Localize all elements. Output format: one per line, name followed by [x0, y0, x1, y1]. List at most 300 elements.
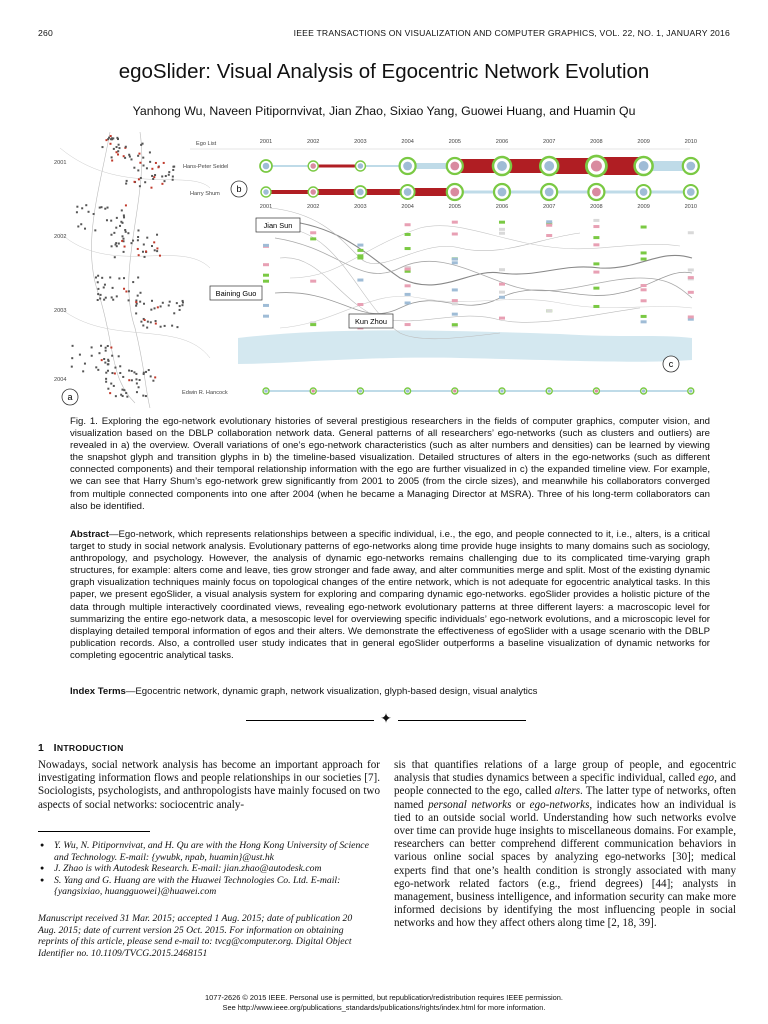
overview-dot: [97, 288, 99, 290]
copyright-line: 1077-2626 © 2015 IEEE. Personal use is permitted, but republication/redistribution requires IEEE permission.: [205, 993, 563, 1002]
overview-dot: [179, 305, 181, 307]
overview-dot: [146, 167, 148, 169]
overview-dot: [125, 231, 127, 233]
overview-dot: [135, 373, 137, 375]
overview-dot: [116, 295, 118, 297]
overview-dot: [112, 287, 114, 289]
overview-dot: [139, 162, 141, 164]
timeline-year-label: 2005: [448, 139, 462, 145]
overview-dot: [129, 156, 131, 158]
alter-bar: [688, 231, 694, 234]
alter-bar: [641, 251, 647, 254]
panel-a-label: a: [67, 392, 73, 402]
overview-dot: [121, 209, 123, 211]
abstract-label: Abstract: [70, 529, 109, 540]
overview-dot: [107, 345, 109, 347]
transition-glyph: [266, 390, 313, 392]
ego-name: Harry Shum: [190, 191, 220, 197]
overview-dot: [155, 162, 157, 164]
overview-dot: [128, 299, 130, 301]
overview-dot: [118, 355, 120, 357]
overview-dot: [79, 354, 81, 356]
overview-dot: [160, 326, 162, 328]
alter-label: Kun Zhou: [354, 317, 388, 326]
alter-bar: [641, 288, 647, 291]
overview-dot: [169, 301, 171, 303]
overview-dot: [105, 378, 107, 380]
overview-dot: [97, 299, 99, 301]
overview-dot: [114, 256, 116, 258]
timeline-year-label: 2010: [684, 204, 698, 210]
overview-dot: [168, 171, 170, 173]
overview-dot: [173, 166, 175, 168]
alter-bar: [263, 315, 269, 318]
alter-bar: [546, 220, 552, 223]
transition-glyph: [644, 390, 691, 392]
timeline-year-label: 2003: [354, 204, 367, 210]
overview-dot: [117, 153, 119, 155]
overview-dot: [135, 305, 137, 307]
expanded-panel: [182, 208, 694, 396]
alter-bar: [499, 221, 505, 224]
alter-bar: [310, 280, 316, 283]
snapshot-glyph-core: [403, 162, 412, 171]
overview-dot: [181, 304, 183, 306]
overview-dot: [91, 346, 93, 348]
teaser-figure: [40, 128, 730, 410]
overview-dot: [165, 175, 167, 177]
overview-dot: [107, 370, 109, 372]
overview-dot: [119, 225, 121, 227]
overview-dot: [157, 166, 159, 168]
footnote-item: ● Y. Wu, N. Pitipornvivat, and H. Qu are with the Hong Kong University of Science and Technology. E-mail: {ywubk, npab, huamin}@ust.hk: [38, 840, 378, 863]
timeline-year-label: 2004: [401, 204, 414, 210]
overview-dot: [99, 207, 101, 209]
alter-bar: [452, 288, 458, 291]
overview-dot: [128, 370, 130, 372]
overview-dot: [150, 375, 152, 377]
snapshot-glyph-core: [358, 163, 364, 169]
snapshot-glyph-core: [642, 389, 645, 392]
alter-bar: [688, 276, 694, 279]
timeline-year-label: 2007: [542, 204, 556, 210]
timeline-year-label: 2003: [354, 139, 367, 145]
overview-dot: [153, 176, 155, 178]
alter-bar: [263, 304, 269, 307]
overview-dot: [91, 355, 93, 357]
alter-bar: [641, 258, 647, 261]
overview-dot: [117, 150, 119, 152]
overview-dot: [97, 275, 99, 277]
overview-dot: [172, 169, 174, 171]
overview-dot: [137, 295, 139, 297]
snapshot-glyph-core: [406, 389, 409, 392]
overview-dot: [146, 327, 148, 329]
alter-bar: [357, 279, 363, 282]
overview-dot: [140, 321, 142, 323]
overview-dot: [144, 256, 146, 258]
overview-dot: [138, 178, 140, 180]
overview-dot: [148, 369, 150, 371]
overview-dot: [109, 143, 111, 145]
alter-bar: [405, 293, 411, 296]
overview-dot: [176, 326, 178, 328]
overview-dot: [100, 345, 102, 347]
overview-dot: [123, 389, 125, 391]
overview-dot: [82, 370, 84, 372]
alter-bar: [499, 232, 505, 235]
overview-dot: [109, 392, 111, 394]
figure-caption: Fig. 1. Exploring the ego-network evolutionary histories of several prestigious researchers in the fields of computer graphics, computer vision, and visualization based on the DBLP collaboration network data. General patterns of all researchers’ ego-networks (such as clusters and outliers) are revealed in a) the overview. Overall variations of one’s ego-network characteristics (such as alter numbers and densities) can be learned by viewing the snapshot glyph and transition glyphs in b) the timeline-based visualization. Detailed structures of alters in the ego-networks (such as different connected components) and their temporal relationship information with the ego are further visualized in c) the expanded timeline view. For example, we can see that Harry Shum’s ego-network grew significantly from 2001 to 2005 (from the circle sizes), and meanwhile his collaborators converged from multiple connected components into one after 2004 (when he became a Managing Director at MSRA). Three of his long-term collaborators can also be identified.: [70, 416, 710, 512]
overview-dot: [110, 220, 112, 222]
snapshot-glyph-core: [686, 162, 695, 171]
overview-dot: [111, 296, 113, 298]
overview-dot: [84, 363, 86, 365]
overview-dot: [119, 372, 121, 374]
alter-bar: [452, 258, 458, 261]
panel-c-label: c: [668, 359, 674, 369]
ego-row-seidel: [260, 156, 699, 176]
alter-bar: [452, 221, 458, 224]
overview-dot: [84, 228, 86, 230]
overview-dot: [110, 138, 112, 140]
overview-dot: [135, 301, 137, 303]
overview-dot: [105, 297, 107, 299]
alter-bar: [499, 291, 505, 294]
overview-dot: [142, 395, 144, 397]
overview-dot: [151, 245, 153, 247]
alter-bar: [593, 305, 599, 308]
overview-dot: [161, 175, 163, 177]
overview-dot: [103, 358, 105, 360]
ego-name: Hans-Peter Seidel: [183, 164, 229, 170]
alter-bar: [263, 244, 269, 247]
overview-dot: [149, 151, 151, 153]
timeline-year-label: 2008: [590, 139, 603, 145]
overview-dot: [146, 237, 148, 239]
ego-list-label: Ego List: [196, 141, 217, 147]
snapshot-glyph-core: [263, 163, 270, 170]
overview-dot: [105, 347, 107, 349]
overview-dot: [149, 161, 151, 163]
overview-dot: [163, 162, 165, 164]
overview-dot: [139, 379, 141, 381]
overview-dot: [115, 395, 117, 397]
overview-dot: [145, 250, 147, 252]
overview-dot: [118, 243, 120, 245]
index-terms-label: Index Terms: [70, 686, 126, 697]
index-terms-text: —Egocentric network, dynamic graph, network visualization, glyph-based design, visual analytics: [125, 686, 538, 697]
snapshot-glyph-core: [310, 163, 316, 169]
transition-glyph: [313, 165, 360, 168]
overview-dot: [121, 240, 123, 242]
overview-dot: [114, 372, 116, 374]
alter-bar: [310, 237, 316, 240]
timeline-year-label: 2005: [448, 204, 462, 210]
author-list: Yanhong Wu, Naveen Pitipornvivat, Jian Zhao, Sixiao Yang, Guowei Huang, and Huamin Qu: [132, 104, 636, 118]
timeline-year-label: 2010: [684, 139, 698, 145]
timeline-year-label: 2009: [637, 139, 650, 145]
snapshot-glyph-core: [500, 389, 503, 392]
snapshot-glyph-core: [689, 389, 692, 392]
overview-dot: [138, 386, 140, 388]
alter-bar: [357, 303, 363, 306]
footnote-rule: [38, 831, 150, 832]
alter-bar: [263, 280, 269, 283]
overview-dot: [110, 135, 112, 137]
timeline-year-label: 2006: [495, 139, 509, 145]
abstract-text: —Ego-network, which represents relationships between a specific individual, i.e., the ego, and people connected to it, i.e., alters, is a critical target to study in social network analysis. Evolutionary patterns of ego-networks along time provide huge insights to many domains such as sociology, anthropology, and psychology. However, the analysis of dynamic ego-networks remains challenging due to its complicated time-varying graph structures, for example: alters come and leave, ties grow stronger and fade away, and alter communities merge and split. Most of the existing dynamic graph visualization techniques mainly focus on topological changes of the entire network, which is not adequate for egocentric analytical tasks. In this paper, we present egoSlider, a visual analysis system for exploring and comparing dynamic ego-networks. egoSlider provides a holistic picture of the data through multiple interactively coordinated views, revealing ego-network evolutionary patterns at three different layers: a macroscopic level for summarizing the entire ego-network data, a mesoscopic level for overviewing specific individuals’ ego-network evolutions, and a microscopic level for displaying detailed temporal information of egos and their alters. We demonstrate the effectiveness of egoSlider with a usage scenario with the DBLP publication records. Also, a controlled user study indicates that in general egoSlider outperforms a baseline visualization of dynamic networks for completing egocentric analytical tasks.: [70, 529, 710, 661]
overview-dot: [137, 277, 139, 279]
alter-bar: [405, 223, 411, 226]
timeline-year-label: 2002: [306, 139, 320, 145]
alter-bar: [593, 236, 599, 239]
alter-bar: [405, 301, 411, 304]
transition-glyph: [408, 390, 455, 392]
snapshot-glyph-core: [450, 188, 459, 197]
snapshot-glyph-core: [312, 389, 315, 392]
transition-glyph: [502, 390, 549, 392]
alter-bar: [593, 271, 599, 274]
alter-bar: [357, 244, 363, 247]
overview-dot: [140, 177, 142, 179]
alter-bar: [641, 315, 647, 318]
snapshot-glyph-core: [640, 188, 648, 196]
timeline-panel: [183, 139, 699, 210]
alter-bar: [499, 228, 505, 231]
ego-row-shum: [261, 184, 698, 200]
overview-dot: [133, 371, 135, 373]
transition-glyph: [549, 390, 596, 392]
overview-dot: [122, 376, 124, 378]
snapshot-glyph-core: [544, 161, 554, 171]
section-heading: 1 INTRODUCTION: [38, 743, 124, 754]
overview-dot: [145, 395, 147, 397]
overview-dot: [137, 248, 139, 250]
alter-bar: [452, 233, 458, 236]
snapshot-glyph-core: [264, 389, 267, 392]
alter-bar: [452, 323, 458, 326]
footnote-item: ● J. Zhao is with Autodesk Research. E-mail: jian.zhao@autodesk.com: [38, 863, 378, 875]
overview-dot: [121, 389, 123, 391]
alter-bar: [546, 309, 552, 312]
overview-year: 2001: [54, 160, 67, 166]
overview-dot: [85, 204, 87, 206]
overview-dot: [143, 243, 145, 245]
overview-dot: [101, 359, 103, 361]
overview-dot: [123, 214, 125, 216]
overview-dot: [152, 380, 154, 382]
timeline-year-label: 2002: [306, 204, 320, 210]
overview-dot: [115, 242, 117, 244]
overview-dot: [94, 229, 96, 231]
overview-dot: [162, 302, 164, 304]
transition-glyph: [266, 165, 313, 167]
overview-dot: [137, 236, 139, 238]
divider-line-right: [398, 720, 526, 721]
overview-dot: [130, 158, 132, 160]
snapshot-glyph-core: [545, 188, 554, 197]
alter-bar: [499, 296, 505, 299]
overview-dot: [97, 293, 99, 295]
overview-dot: [76, 206, 78, 208]
overview-dot: [137, 169, 139, 171]
overview-dot: [123, 251, 125, 253]
overview-dot: [176, 302, 178, 304]
overview-dot: [137, 155, 139, 157]
overview-dot: [122, 222, 124, 224]
overview-dot: [160, 305, 162, 307]
overview-dot: [100, 294, 102, 296]
alter-bar: [405, 268, 411, 271]
alter-bar: [263, 263, 269, 266]
overview-dot: [71, 357, 73, 359]
ego-name: Edwin R. Hancock: [182, 390, 228, 396]
snapshot-glyph-core: [357, 189, 364, 196]
overview-dot: [111, 372, 113, 374]
overview-dot: [125, 146, 127, 148]
overview-dot: [128, 290, 130, 292]
alter-bar: [499, 268, 505, 271]
overview-dot: [105, 372, 107, 374]
panel-b-label: b: [236, 184, 242, 194]
alter-label: Jian Sun: [263, 221, 293, 230]
timeline-year-label: 2008: [590, 204, 603, 210]
timeline-year-label: 2004: [401, 139, 414, 145]
overview-dot: [110, 234, 112, 236]
overview-dot: [131, 379, 133, 381]
overview-dot: [164, 180, 166, 182]
overview-dot: [143, 164, 145, 166]
overview-dot: [98, 352, 100, 354]
abstract: [70, 529, 710, 662]
alter-bar: [546, 224, 552, 227]
alter-bar: [405, 233, 411, 236]
transition-glyph: [313, 189, 360, 195]
overview-dot: [114, 367, 116, 369]
overview-dot: [150, 321, 152, 323]
overview-year: 2003: [54, 308, 67, 314]
alter-bar: [688, 268, 694, 271]
overview-panel: [54, 132, 210, 408]
overview-dot: [138, 254, 140, 256]
overview-dot: [182, 302, 184, 304]
overview-dot: [151, 175, 153, 177]
alter-bar: [641, 226, 647, 229]
copyright-footer: [0, 993, 768, 1013]
overview-dot: [95, 276, 97, 278]
manuscript-info: Manuscript received 31 Mar. 2015; accepted 1 Aug. 2015; date of publication 20 Aug. 2015; date of current version 25 Oct. 2015. For information on obtaining reprints of this article, please send e-mail to: tvcg@computer.org. Digital Object Identifier no. 10.1109/TVCG.2015.2468151: [38, 913, 353, 959]
overview-dot: [131, 370, 133, 372]
overview-dot: [172, 176, 174, 178]
overview-dot: [107, 363, 109, 365]
overview-dot: [130, 242, 132, 244]
divider-diamond-icon: ✦: [380, 711, 392, 727]
overview-dot: [126, 180, 128, 182]
overview-dot: [132, 281, 134, 283]
overview-dot: [113, 385, 115, 387]
alter-bar: [452, 313, 458, 316]
overview-dot: [95, 366, 97, 368]
overview-dot: [103, 286, 105, 288]
alter-bar: [405, 247, 411, 250]
alter-bar: [593, 243, 599, 246]
overview-dot: [80, 223, 82, 225]
page-number: 260: [38, 28, 53, 38]
overview-dot: [110, 347, 112, 349]
overview-dot: [154, 307, 156, 309]
overview-dot: [125, 183, 127, 185]
intro-paragraph-left: Nowadays, social network analysis has become an important approach for investigating information flows and people relationships in our societies [7]. Sociologists, psychologists, and anthropologists have mainly focused on two aspects of social networks: sociocentric analy-: [38, 759, 380, 811]
alter-bar: [263, 274, 269, 277]
alter-bar: [593, 262, 599, 265]
ego-row-hancock: [263, 388, 694, 394]
journal-header: IEEE TRANSACTIONS ON VISUALIZATION AND COMPUTER GRAPHICS, VOL. 22, NO. 1, JANUARY 2016: [293, 28, 730, 38]
overview-dot: [108, 360, 110, 362]
transition-glyph: [596, 390, 643, 392]
alter-bar: [357, 257, 363, 260]
alter-bar: [310, 231, 316, 234]
overview-dot: [139, 301, 141, 303]
alter-bar: [499, 283, 505, 286]
overview-dot: [126, 396, 128, 398]
overview-dot: [124, 246, 126, 248]
alter-bar: [593, 287, 599, 290]
timeline-year-label: 2007: [542, 139, 556, 145]
overview-dot: [143, 303, 145, 305]
snapshot-glyph-core: [592, 188, 601, 197]
snapshot-glyph-core: [263, 189, 269, 195]
overview-dot: [142, 251, 144, 253]
timeline-year-label: 2009: [637, 204, 650, 210]
overview-dot: [112, 299, 114, 301]
overview-dot: [103, 299, 105, 301]
timeline-year-label: 2001: [259, 139, 273, 145]
transition-glyph: [266, 190, 313, 194]
alter-bar: [641, 284, 647, 287]
alter-bar: [641, 299, 647, 302]
snapshot-glyph-core: [687, 188, 695, 196]
overview-dot: [118, 277, 120, 279]
overview-dot: [168, 304, 170, 306]
rights-url-line: See http://www.ieee.org/publications_standards/publications/rights/index.html for more information.: [222, 1003, 546, 1012]
alter-bar: [405, 284, 411, 287]
overview-dot: [156, 247, 158, 249]
overview-dot: [159, 255, 161, 257]
overview-year: 2004: [54, 377, 67, 383]
overview-dot: [156, 250, 158, 252]
overview-dot: [137, 229, 139, 231]
index-terms: [70, 686, 710, 698]
overview-dot: [110, 383, 112, 385]
overview-dot: [136, 382, 138, 384]
overview-dot: [104, 284, 106, 286]
overview-dot: [121, 235, 123, 237]
overview-dot: [119, 365, 121, 367]
overview-dot: [127, 232, 129, 234]
overview-dot: [118, 144, 120, 146]
snapshot-glyph-core: [639, 161, 649, 171]
overview-dot: [144, 319, 146, 321]
overview-dot: [147, 321, 149, 323]
overview-dot: [105, 381, 107, 383]
snapshot-glyph-core: [595, 389, 598, 392]
overview-dot: [109, 276, 111, 278]
overview-dot: [111, 156, 113, 158]
overview-dot: [123, 288, 125, 290]
overview-dot: [125, 204, 127, 206]
overview-dot: [122, 395, 124, 397]
